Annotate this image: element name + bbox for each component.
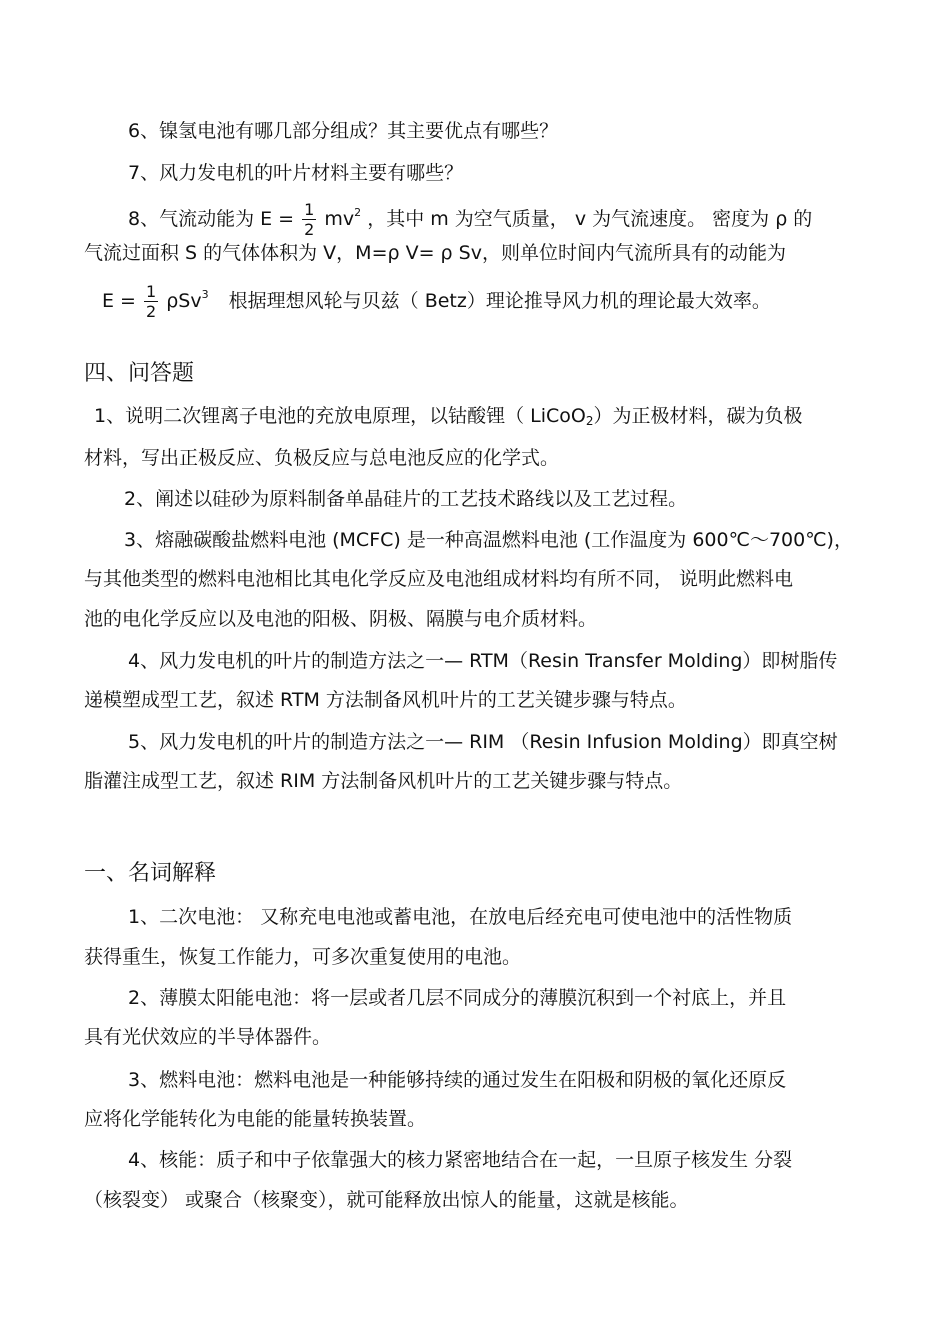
q8-text-b: ，其中 m 为空气质量， v 为气流速度。 密度为 ρ 的 — [367, 208, 813, 230]
formula-mv: mv — [324, 208, 355, 230]
formula2-e-lhs: E = — [102, 290, 136, 312]
question-7: 7、风力发电机的叶片材料主要有哪些？ — [128, 162, 464, 184]
formula-square: 2 — [354, 206, 362, 219]
term-4-line1: 4、核能：质子和中子依靠强大的核力紧密地结合在一起，一旦原子核发生 分裂 — [128, 1149, 793, 1171]
qa-3-line1: 3、熔融碳酸盐燃料电池 (MCFC) 是一种高温燃料电池 (工作温度为 600℃～700℃)， — [124, 529, 853, 551]
licoo2-subscript: 2 — [585, 414, 594, 428]
term-3-line2: 应将化学能转化为电能的能量转换装置。 — [84, 1108, 427, 1130]
question-8-line3 — [102, 283, 771, 320]
term-1-line1: 1、二次电池： 又称充电电池或蓄电池，在放电后经充电可使电池中的活性物质 — [128, 906, 793, 928]
term-2-line2: 具有光伏效应的半导体器件。 — [84, 1026, 332, 1048]
qa-3-line3: 池的电化学反应以及电池的阳极、阴极、隔膜与电介质材料。 — [84, 608, 598, 630]
term-1-line2: 获得重生，恢复工作能力，可多次重复使用的电池。 — [84, 946, 522, 968]
formula-cube: 3 — [201, 288, 209, 301]
qa-5-line2: 脂灌注成型工艺，叙述 RIM 方法制备风机叶片的工艺关键步骤与特点。 — [84, 770, 683, 792]
q8-text-a: 8、气流动能为 — [128, 208, 255, 230]
formula-e-lhs: E = — [260, 208, 295, 230]
fraction-half: $\frac{1}{2}$ — [304, 199, 315, 239]
fraction-half-2: $\frac{1}{2}$ — [146, 281, 157, 321]
q8-line3-tail: 根据理想风轮与贝兹（ Betz）理论推导风力机的理论最大效率。 — [228, 290, 771, 312]
term-4-line2: （核裂变） 或聚合（核聚变），就可能释放出惊人的能量，这就是核能。 — [84, 1189, 689, 1211]
qa-1-line2: 材料，写出正极反应、负极反应与总电池反应的化学式。 — [84, 447, 560, 469]
question-6: 6、镍氢电池有哪几部分组成？其主要优点有哪些？ — [128, 120, 559, 142]
question-8-line1 — [128, 201, 812, 238]
qa-1-line1: 1、说明二次锂离子电池的充放电原理，以钴酸锂（ LiCoO$_2$）为正极材料，碳为负极 — [94, 405, 803, 428]
term-2-line1: 2、薄膜太阳能电池：将一层或者几层不同成分的薄膜沉积到一个衬底上，并且 — [128, 987, 787, 1009]
question-8-line2: 气流过面积 S 的气体体积为 V，M=ρ V= ρ Sv，则单位时间内气流所具有的动能为 — [84, 242, 786, 264]
qa-4-line1: 4、风力发电机的叶片的制造方法之一— RTM（Resin Transfer Molding）即树脂传 — [128, 650, 838, 672]
qa-5-line1: 5、风力发电机的叶片的制造方法之一— RIM （Resin Infusion Molding）即真空树 — [128, 731, 838, 753]
qa-4-line2: 递模塑成型工艺，叙述 RTM 方法制备风机叶片的工艺关键步骤与特点。 — [84, 689, 687, 711]
section-heading-qa: 四、问答题 — [84, 361, 195, 386]
formula-rho-sv: ρSv — [166, 290, 202, 312]
section-heading-terms: 一、名词解释 — [84, 861, 217, 886]
term-3-line1: 3、燃料电池：燃料电池是一种能够持续的通过发生在阳极和阴极的氧化还原反 — [128, 1069, 787, 1091]
qa-3-line2: 与其他类型的燃料电池相比其电化学反应及电池组成材料均有所不同， 说明此燃料电 — [84, 568, 794, 590]
qa-2: 2、阐述以硅砂为原料制备单晶硅片的工艺技术路线以及工艺过程。 — [124, 488, 688, 510]
